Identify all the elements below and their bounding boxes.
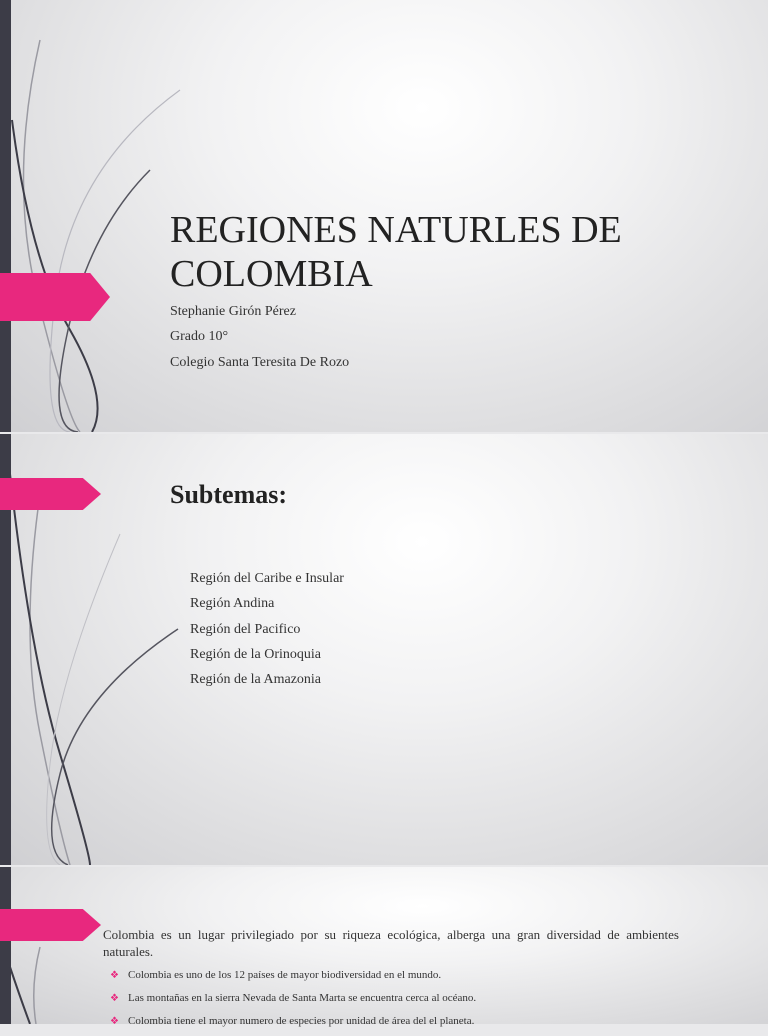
list-item: Región del Pacifico xyxy=(190,621,301,637)
diamond-bullet-icon: ❖ xyxy=(110,993,119,1004)
accent-tab xyxy=(0,909,101,941)
decorative-curves xyxy=(0,867,120,1024)
title-line-1: REGIONES NATURLES DE xyxy=(170,209,622,251)
accent-tab xyxy=(0,478,101,510)
grade-label: Grado 10° xyxy=(170,329,229,344)
slide-subtopics xyxy=(0,434,768,865)
slide-title xyxy=(0,0,768,432)
school-name: Colegio Santa Teresita De Rozo xyxy=(170,355,350,370)
list-item: Región de la Orinoquia xyxy=(190,646,322,662)
diamond-bullet-icon: ❖ xyxy=(110,970,119,981)
author-name: Stephanie Girón Pérez xyxy=(170,304,296,319)
list-item: ❖ Colombia tiene el mayor numero de especies por unidad de área del el planeta. xyxy=(110,1013,710,1036)
list-item: Región del Caribe e Insular xyxy=(190,571,344,586)
diamond-bullet-icon: ❖ xyxy=(110,1016,119,1027)
subtopics-list xyxy=(168,566,344,692)
intro-paragraph: Colombia es un lugar privilegiado por su riqueza ecológica, alberga una gran diversidad de ambientes naturales. xyxy=(103,927,679,959)
list-item: ❖ Las montañas en la sierra Nevada de Santa Marta se encuentra cerca al océano. xyxy=(110,990,710,1013)
subtopics-heading: Subtemas: xyxy=(170,480,288,509)
title-line-2: COLOMBIA xyxy=(170,253,373,295)
list-item: Región Andina xyxy=(190,596,275,612)
slide-title-heading xyxy=(170,208,730,296)
facts-list xyxy=(110,967,710,1036)
list-item: Región de la Amazonia xyxy=(190,672,322,688)
list-item: ❖ Colombia es uno de los 12 países de mayor biodiversidad en el mundo. xyxy=(110,967,710,990)
accent-tab xyxy=(0,273,110,321)
